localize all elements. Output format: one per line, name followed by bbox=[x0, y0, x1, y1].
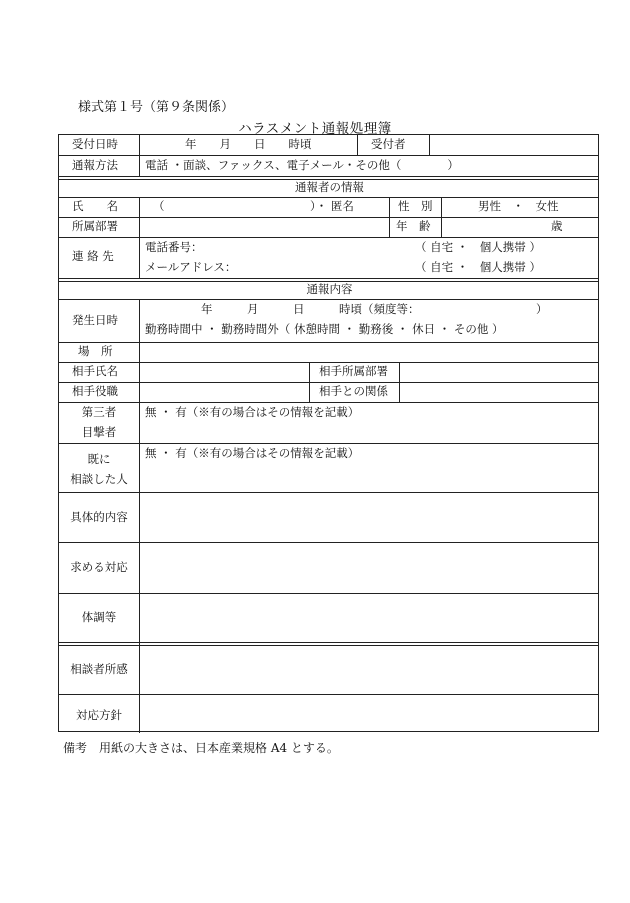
witness-label-line2: 目撃者 bbox=[81, 425, 117, 439]
email-label: メールアドレス： bbox=[145, 260, 237, 274]
reporter-section-title: 通報者の情報 bbox=[295, 180, 364, 194]
other-dept-label: 相手所属部署 bbox=[319, 364, 388, 378]
row-divider bbox=[59, 278, 598, 279]
sex-label: 性 別 bbox=[398, 199, 433, 213]
footnote: 備考 用紙の大きさは、日本産業規格 A4 とする。 bbox=[63, 741, 339, 755]
form-number: 様式第１号（第９条関係） bbox=[78, 100, 235, 115]
relation-label: 相手との関係 bbox=[319, 384, 388, 398]
age-unit: 歳 bbox=[551, 219, 563, 233]
report-section-title: 通報内容 bbox=[306, 282, 353, 296]
column-divider bbox=[441, 197, 442, 237]
phone-label: 電話番号： bbox=[145, 240, 203, 254]
contact-label: 連 絡 先 bbox=[72, 249, 114, 263]
reception-date-line: 年 月 日 時頃 bbox=[185, 137, 312, 151]
occurrence-date-line: 年 月 日 時頃（頻度等： bbox=[201, 302, 420, 316]
method-options: 電話 ・面談、ファックス、電子メール・その他（ ） bbox=[145, 158, 459, 172]
column-divider bbox=[357, 135, 358, 155]
response-policy-label: 対応方針 bbox=[76, 708, 122, 722]
report-form-table bbox=[58, 134, 599, 732]
name-label: 氏 名 bbox=[72, 199, 118, 213]
column-divider bbox=[429, 135, 430, 155]
occurrence-close-paren: ） bbox=[536, 302, 548, 316]
consulted-label-line1: 既に bbox=[87, 452, 111, 466]
column-divider bbox=[389, 197, 390, 237]
occurrence-label: 発生日時 bbox=[72, 313, 118, 327]
column-divider bbox=[139, 197, 140, 278]
other-name-label: 相手氏名 bbox=[72, 364, 118, 378]
age-label: 年 齢 bbox=[396, 219, 431, 233]
receiver-label: 受付者 bbox=[371, 137, 406, 151]
dept-label: 所属部署 bbox=[72, 219, 118, 233]
method-label: 通報方法 bbox=[72, 158, 118, 172]
impression-label: 相談者所感 bbox=[70, 662, 128, 676]
name-anonymous-option: ）・ 匿名 bbox=[310, 199, 354, 213]
consulted-label-line2: 相談した人 bbox=[70, 472, 128, 486]
email-options: （ 自宅 ・ 個人携帯 ） bbox=[415, 260, 541, 274]
requested-response-label: 求める対応 bbox=[70, 560, 128, 574]
consulted-options: 無 ・ 有（※有の場合はその情報を記載） bbox=[145, 446, 360, 460]
column-divider bbox=[399, 362, 400, 402]
reception-label: 受付日時 bbox=[72, 137, 118, 151]
document-title: ハラスメント通報処理簿 bbox=[238, 121, 392, 137]
condition-label: 体調等 bbox=[81, 610, 117, 624]
phone-options: （ 自宅 ・ 個人携帯 ） bbox=[415, 240, 541, 254]
sex-options: 男性 ・ 女性 bbox=[478, 199, 559, 213]
column-divider bbox=[309, 362, 310, 402]
other-position-label: 相手役職 bbox=[72, 384, 118, 398]
witness-options: 無 ・ 有（※有の場合はその情報を記載） bbox=[145, 405, 360, 419]
details-label: 具体的内容 bbox=[70, 510, 128, 524]
place-label: 場 所 bbox=[78, 344, 113, 358]
column-divider bbox=[139, 135, 140, 176]
occurrence-time-options: 勤務時間中 ・ 勤務時間外（ 休憩時間 ・ 勤務後 ・ 休日 ・ その他 ） bbox=[145, 322, 504, 336]
row-divider bbox=[59, 176, 598, 177]
name-open-paren: （ bbox=[153, 199, 165, 213]
witness-label-line1: 第三者 bbox=[81, 405, 117, 419]
column-divider bbox=[139, 299, 140, 733]
